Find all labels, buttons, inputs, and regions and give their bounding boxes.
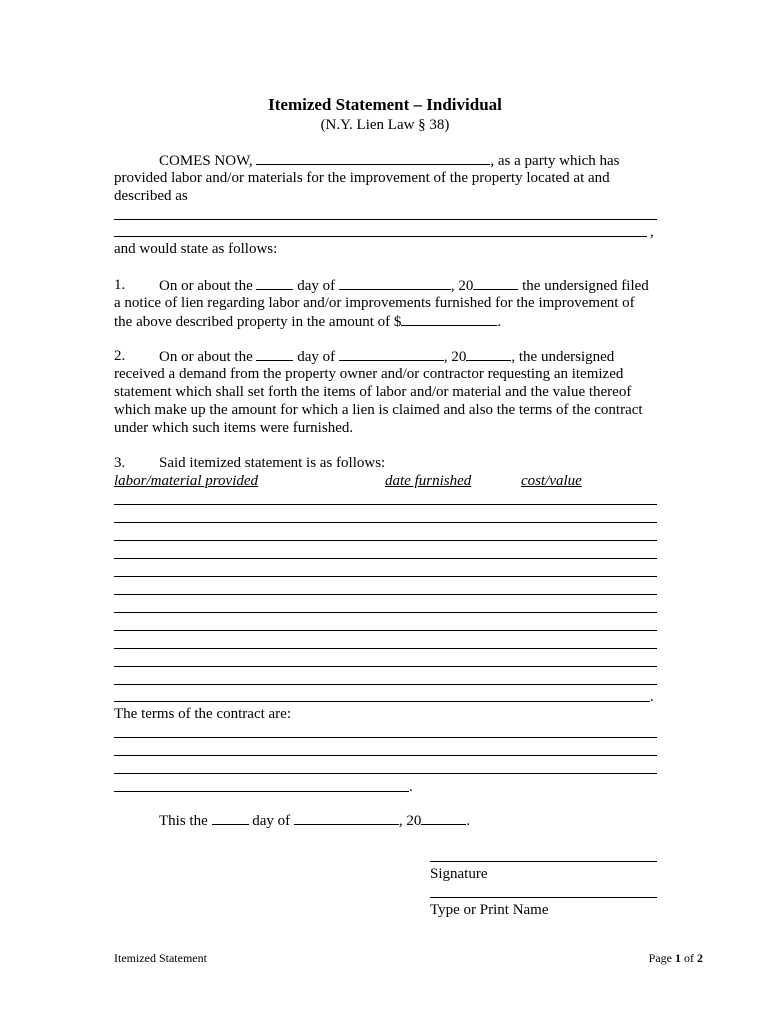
print-name-line[interactable] bbox=[430, 897, 657, 898]
para2-text-a: On or about the bbox=[159, 349, 257, 365]
para2-line-4: which make up the amount for which a lien is claimed and also the terms of the contract bbox=[114, 402, 643, 418]
para3-text: Said itemized statement is as follows: bbox=[159, 455, 386, 471]
item-line[interactable] bbox=[114, 630, 657, 631]
page-prefix: Page bbox=[648, 951, 675, 965]
para2-year-blank[interactable] bbox=[466, 347, 511, 361]
intro-line-3: described as bbox=[114, 188, 188, 204]
column-header-date: date furnished bbox=[385, 473, 472, 489]
para2-text-b: day of bbox=[293, 349, 339, 365]
period: . bbox=[497, 314, 502, 330]
signature-line[interactable] bbox=[430, 861, 657, 862]
execution-date-line bbox=[159, 811, 470, 830]
date-text-d: . bbox=[466, 813, 471, 829]
column-header-labor: labor/material provided bbox=[114, 473, 259, 489]
para1-amount-text: the above described property in the amount of $ bbox=[114, 314, 402, 330]
terms-line[interactable] bbox=[114, 791, 409, 792]
para1-line-2: a notice of lien regarding labor and/or improvements furnished for the improvement of bbox=[114, 295, 635, 311]
page-number: 1 bbox=[675, 951, 681, 965]
page-indicator bbox=[649, 949, 703, 967]
para1-line-3 bbox=[114, 312, 501, 331]
comma: , bbox=[650, 224, 654, 240]
para2-line-1 bbox=[159, 347, 614, 366]
item-line[interactable] bbox=[114, 701, 650, 702]
para2-line-3: statement which shall set forth the items of labor and/or material and the value thereof bbox=[114, 384, 632, 400]
item-line[interactable] bbox=[114, 594, 657, 595]
document-subtitle: (N.Y. Lien Law § 38) bbox=[320, 117, 450, 133]
execution-day-blank[interactable] bbox=[212, 811, 249, 825]
item-line[interactable] bbox=[114, 666, 657, 667]
para1-text-a: On or about the bbox=[159, 278, 257, 294]
item-line[interactable] bbox=[114, 612, 657, 613]
date-text-c: , 20 bbox=[398, 813, 422, 829]
execution-year-blank[interactable] bbox=[421, 811, 466, 825]
lien-amount-blank[interactable] bbox=[401, 312, 497, 326]
period: . bbox=[409, 779, 413, 795]
intro-suffix: , as a party which has bbox=[490, 153, 620, 169]
party-name-blank[interactable] bbox=[256, 151, 490, 165]
date-text-a: This the bbox=[159, 813, 212, 829]
para1-year-blank[interactable] bbox=[473, 276, 518, 290]
para1-number: 1. bbox=[114, 277, 126, 293]
document-title: Itemized Statement – Individual bbox=[268, 95, 502, 114]
para1-day-blank[interactable] bbox=[256, 276, 293, 290]
item-line[interactable] bbox=[114, 522, 657, 523]
item-line[interactable] bbox=[114, 504, 657, 505]
print-name-label: Type or Print Name bbox=[430, 902, 549, 918]
property-description-line[interactable] bbox=[114, 236, 647, 237]
para2-text-d: , the undersigned bbox=[511, 349, 615, 365]
para2-line-5: under which such items were furnished. bbox=[114, 420, 354, 436]
period: . bbox=[650, 689, 654, 705]
terms-label: The terms of the contract are: bbox=[114, 706, 291, 722]
item-line[interactable] bbox=[114, 648, 657, 649]
intro-closing: and would state as follows: bbox=[114, 241, 278, 257]
intro-line-1 bbox=[159, 151, 620, 170]
footer-title: Itemized Statement bbox=[114, 951, 207, 965]
page-of: of bbox=[681, 951, 697, 965]
item-line[interactable] bbox=[114, 576, 657, 577]
para1-month-blank[interactable] bbox=[339, 276, 451, 290]
property-description-line[interactable] bbox=[114, 219, 657, 220]
execution-month-blank[interactable] bbox=[294, 811, 399, 825]
intro-prefix: COMES NOW, bbox=[159, 153, 257, 169]
terms-line[interactable] bbox=[114, 773, 657, 774]
intro-line-2: provided labor and/or materials for the improvement of the property located at and bbox=[114, 170, 610, 186]
column-header-cost: cost/value bbox=[521, 473, 582, 489]
para2-month-blank[interactable] bbox=[339, 347, 444, 361]
item-line[interactable] bbox=[114, 540, 657, 541]
para2-text-c: , 20 bbox=[443, 349, 467, 365]
para2-line-2: received a demand from the property owner and/or contractor requesting an itemized bbox=[114, 366, 624, 382]
para1-text-d: the undersigned filed bbox=[518, 278, 649, 294]
item-line[interactable] bbox=[114, 558, 657, 559]
para1-line-1 bbox=[159, 276, 649, 295]
para2-number: 2. bbox=[114, 348, 126, 364]
para3-number: 3. bbox=[114, 455, 126, 471]
signature-label: Signature bbox=[430, 866, 488, 882]
para1-text-c: , 20 bbox=[450, 278, 474, 294]
page-total: 2 bbox=[697, 951, 703, 965]
item-line[interactable] bbox=[114, 684, 657, 685]
date-text-b: day of bbox=[248, 813, 294, 829]
terms-line[interactable] bbox=[114, 755, 657, 756]
terms-line[interactable] bbox=[114, 737, 657, 738]
para1-text-b: day of bbox=[293, 278, 339, 294]
para2-day-blank[interactable] bbox=[256, 347, 293, 361]
